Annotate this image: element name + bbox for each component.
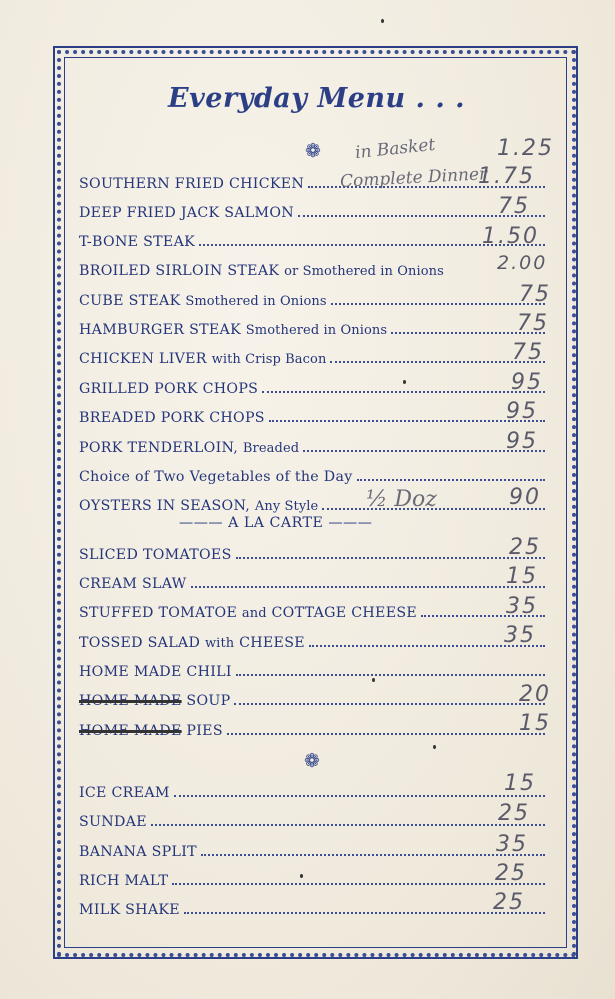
item-name: PORK TENDERLOIN, bbox=[79, 440, 239, 456]
item-detail: or Smothered in Onions bbox=[284, 264, 444, 279]
menu-item bbox=[79, 660, 549, 680]
item-name: HOME MADE CHILI bbox=[79, 664, 232, 680]
menu-item bbox=[79, 781, 549, 801]
paper-speck bbox=[433, 745, 436, 749]
item-detail: Smothered in Onions bbox=[185, 294, 327, 309]
menu-item bbox=[79, 406, 549, 426]
menu-item bbox=[79, 436, 549, 456]
handwritten-price: 15 bbox=[504, 771, 536, 796]
item-name: BANANA SPLIT bbox=[79, 844, 197, 860]
menu-item bbox=[79, 318, 549, 338]
menu-item bbox=[79, 543, 549, 563]
menu-item bbox=[79, 572, 549, 592]
crossed-out-text: HOME MADE bbox=[79, 693, 182, 709]
menu-item bbox=[79, 259, 549, 279]
handwritten-price: 25 bbox=[498, 801, 530, 826]
handwritten-price: 90 bbox=[509, 485, 541, 510]
handwritten-price: 35 bbox=[496, 832, 528, 857]
item-name: BROILED SIRLOIN STEAK bbox=[79, 263, 280, 279]
leader-dots bbox=[262, 391, 545, 393]
leader-dots bbox=[331, 303, 545, 305]
menu-item bbox=[79, 631, 549, 651]
item-detail: and bbox=[241, 606, 267, 621]
item-detail: Smothered in Onions bbox=[245, 323, 388, 338]
item-name: TOSSED SALAD bbox=[79, 635, 201, 651]
item-name: MILK SHAKE bbox=[79, 902, 180, 918]
menu-item bbox=[79, 719, 549, 739]
leader-dots bbox=[236, 557, 545, 559]
handwritten-note: Complete Dinner bbox=[339, 164, 488, 192]
handwritten-note: in Basket bbox=[354, 134, 437, 164]
handwritten-price: 25 bbox=[509, 535, 541, 560]
paper-speck bbox=[372, 678, 375, 682]
menu-item bbox=[79, 230, 549, 250]
item-name: SOUP bbox=[186, 693, 231, 709]
leader-dots bbox=[184, 912, 545, 914]
menu-title: Everyday Menu . . . bbox=[168, 83, 466, 114]
vegetables-note: Choice of Two Vegetables of the Day bbox=[79, 469, 353, 485]
handwritten-price: 15 bbox=[519, 711, 551, 736]
handwritten-price: 2.00 bbox=[497, 252, 548, 274]
paper-speck bbox=[300, 874, 303, 878]
item-name: STUFFED TOMATOE bbox=[79, 605, 238, 621]
item-detail: with bbox=[204, 636, 235, 651]
handwritten-price: 95 bbox=[506, 429, 538, 454]
item-name: ICE CREAM bbox=[79, 785, 170, 801]
crossed-out-text: HOME MADE bbox=[79, 723, 182, 739]
menu-item bbox=[79, 601, 549, 621]
flower-ornament-icon: ❁ bbox=[304, 750, 320, 772]
menu-item bbox=[79, 347, 549, 367]
leader-dots bbox=[174, 795, 545, 797]
item-name: CUBE STEAK bbox=[79, 293, 181, 309]
menu-note bbox=[79, 465, 549, 485]
handwritten-price: 25 bbox=[493, 890, 525, 915]
handwritten-price: 15 bbox=[506, 564, 538, 589]
menu-item bbox=[79, 689, 549, 709]
leader-dots bbox=[151, 824, 545, 826]
menu-item bbox=[79, 377, 549, 397]
flower-ornament-icon: ❁ bbox=[305, 140, 321, 162]
item-name: DEEP FRIED JACK SALMON bbox=[79, 205, 294, 221]
handwritten-price: 75 bbox=[512, 340, 544, 365]
item-detail: Breaded bbox=[242, 441, 300, 456]
handwritten-price: 95 bbox=[511, 370, 543, 395]
leader-dots bbox=[191, 586, 545, 588]
handwritten-price: 75 bbox=[517, 311, 549, 336]
alacarte-heading: ——— A LA CARTE ——— bbox=[179, 515, 373, 531]
menu-item bbox=[79, 869, 549, 889]
item-name: BREADED PORK CHOPS bbox=[79, 410, 265, 426]
item-name: OYSTERS IN SEASON, bbox=[79, 498, 251, 514]
item-detail: with Crisp Bacon bbox=[211, 352, 327, 367]
handwritten-price: 1.25 bbox=[497, 136, 554, 161]
menu-item bbox=[79, 494, 549, 514]
leader-dots bbox=[234, 703, 545, 705]
menu-item bbox=[79, 840, 549, 860]
handwritten-price: 75 bbox=[498, 194, 530, 219]
item-name: GRILLED PORK CHOPS bbox=[79, 381, 259, 397]
menu-item bbox=[79, 898, 549, 918]
item-name: CHEESE bbox=[239, 635, 305, 651]
leader-dots bbox=[236, 674, 545, 676]
handwritten-note: ½ Doz bbox=[366, 487, 437, 512]
handwritten-price: 1.75 bbox=[478, 164, 535, 189]
handwritten-price: 1.50 bbox=[482, 224, 539, 249]
menu-item bbox=[79, 289, 549, 309]
leader-dots bbox=[227, 733, 545, 735]
item-name: PIES bbox=[186, 723, 223, 739]
item-name: SLICED TOMATOES bbox=[79, 547, 232, 563]
item-detail: Any Style bbox=[254, 499, 319, 514]
paper-speck bbox=[403, 380, 406, 384]
item-name: SOUTHERN FRIED CHICKEN bbox=[79, 176, 305, 192]
item-name: RICH MALT bbox=[79, 873, 169, 889]
menu-item bbox=[79, 201, 549, 221]
handwritten-price: 95 bbox=[506, 399, 538, 424]
leader-dots bbox=[201, 854, 545, 856]
menu-item bbox=[79, 810, 549, 830]
item-name: COTTAGE CHEESE bbox=[271, 605, 418, 621]
handwritten-price: 25 bbox=[495, 861, 527, 886]
item-name: CREAM SLAW bbox=[79, 576, 187, 592]
item-name: SUNDAE bbox=[79, 814, 147, 830]
leader-dots bbox=[269, 420, 545, 422]
leader-dots bbox=[357, 479, 545, 481]
item-name: HAMBURGER STEAK bbox=[79, 322, 241, 338]
item-name: T-BONE STEAK bbox=[79, 234, 196, 250]
handwritten-price: 75 bbox=[519, 282, 551, 307]
handwritten-price: 35 bbox=[506, 594, 538, 619]
item-name: CHICKEN LIVER bbox=[79, 351, 207, 367]
leader-dots bbox=[172, 883, 545, 885]
handwritten-price: 20 bbox=[519, 682, 551, 707]
paper-speck bbox=[381, 19, 384, 23]
handwritten-price: 35 bbox=[504, 623, 536, 648]
